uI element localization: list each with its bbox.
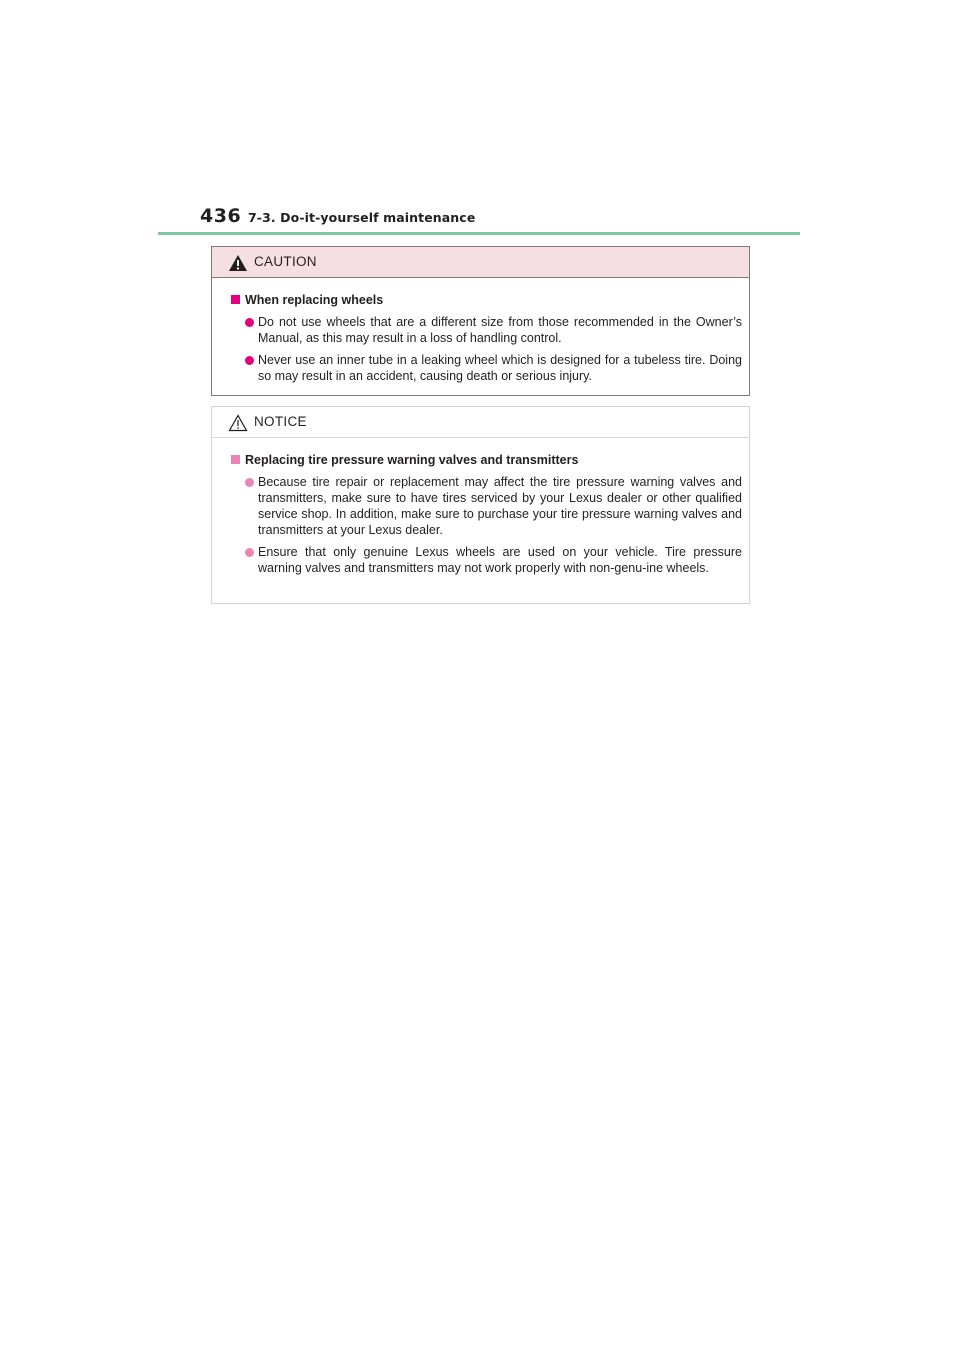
notice-body bbox=[212, 438, 749, 576]
notice-subheading bbox=[231, 452, 742, 468]
notice-header bbox=[212, 407, 749, 438]
circle-bullet-icon bbox=[245, 548, 254, 557]
square-bullet-icon bbox=[231, 455, 240, 464]
caution-item-text: Never use an inner tube in a leaking wheel which is designed for a tubeless tire. Doing so may result in an accident, causing death or serious injury. bbox=[258, 353, 742, 383]
caution-label: CAUTION bbox=[254, 254, 317, 269]
caution-subheading bbox=[231, 292, 742, 308]
caution-item-text: Do not use wheels that are a different size from those recommended in the Owner’s Manual, as this may result in a loss of handling control. bbox=[258, 315, 742, 345]
notice-item bbox=[245, 544, 742, 576]
notice-label: NOTICE bbox=[254, 414, 307, 429]
notice-item-text: Because tire repair or replacement may affect the tire pressure warning valves and transmitters, make sure to have tires serviced by your Lexus dealer or other qualified service shop. In addition, make sure to purchase your tire pressure warning valves and transmitters at your Lexus dealer. bbox=[258, 475, 742, 537]
notice-box bbox=[211, 406, 750, 604]
caution-box bbox=[211, 246, 750, 396]
page-number: 436 bbox=[200, 205, 242, 227]
notice-item bbox=[245, 474, 742, 538]
caution-item bbox=[245, 352, 742, 384]
warning-triangle-outline-icon bbox=[228, 414, 248, 432]
page-header bbox=[158, 205, 800, 235]
circle-bullet-icon bbox=[245, 356, 254, 365]
section-title: 7-3. Do-it-yourself maintenance bbox=[248, 210, 476, 225]
circle-bullet-icon bbox=[245, 478, 254, 487]
caution-item bbox=[245, 314, 742, 346]
square-bullet-icon bbox=[231, 295, 240, 304]
header-divider bbox=[158, 232, 800, 235]
warning-triangle-filled-icon bbox=[228, 254, 248, 272]
caution-body bbox=[212, 278, 749, 384]
notice-item-text: Ensure that only genuine Lexus wheels are used on your vehicle. Tire pressure warning valves and transmitters may not work properly with non-genu-ine wheels. bbox=[258, 545, 742, 575]
caution-subheading-text: When replacing wheels bbox=[245, 293, 384, 307]
circle-bullet-icon bbox=[245, 318, 254, 327]
notice-subheading-text: Replacing tire pressure warning valves and transmitters bbox=[245, 453, 579, 467]
caution-header bbox=[212, 247, 749, 278]
